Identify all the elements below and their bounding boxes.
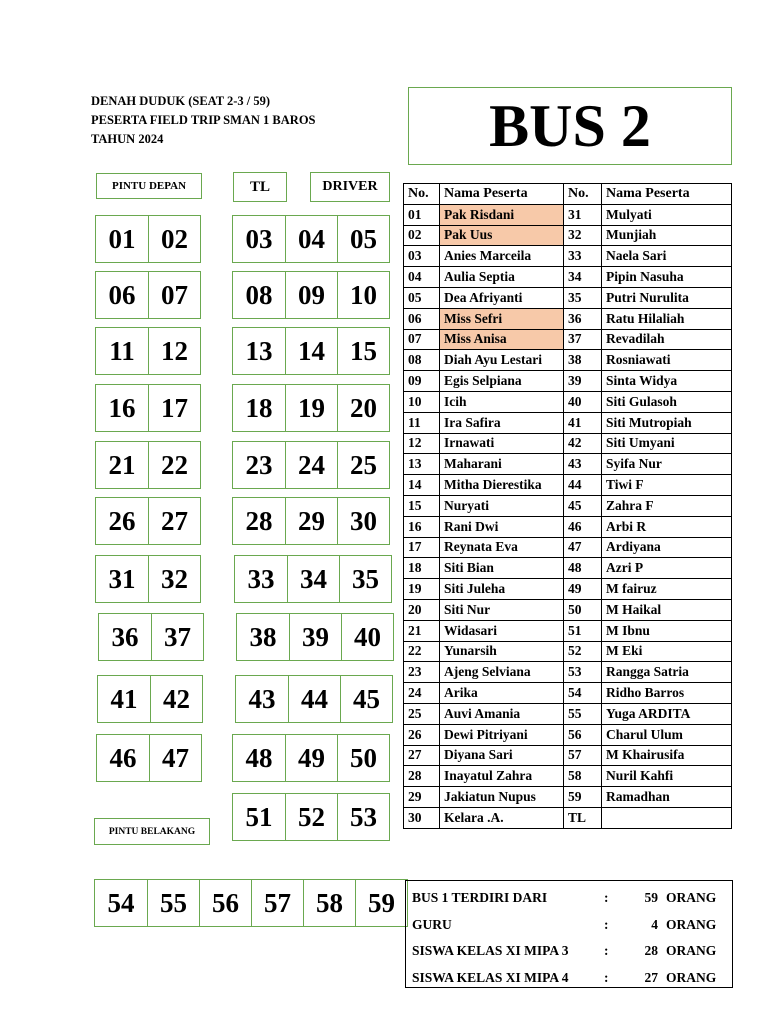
seat: 09: [285, 272, 337, 318]
row-name: Miss Sefri: [440, 308, 564, 329]
row-no: 23: [404, 662, 440, 683]
header-no: No.: [404, 184, 440, 205]
seat: 13: [245, 335, 273, 366]
summary-row: [412, 965, 726, 992]
row-no: 05: [404, 287, 440, 308]
seat: 02: [148, 216, 200, 262]
row-name-2: Yuga ARDITA: [602, 703, 732, 724]
seat: 50: [337, 735, 389, 781]
summary-unit: ORANG: [666, 943, 717, 959]
seat-row-right: [236, 613, 394, 661]
row-name-2: Siti Mutropiah: [602, 412, 732, 433]
table-row: [404, 391, 732, 412]
row-name: Siti Juleha: [440, 579, 564, 600]
row-name-2: Zahra F: [602, 495, 732, 516]
row-name: Pak Risdani: [440, 204, 564, 225]
seat-row-right: [232, 793, 390, 841]
summary-value: 59: [644, 890, 658, 906]
heading-line-2: PESERTA FIELD TRIP SMAN 1 BAROS: [91, 113, 316, 127]
seat: 52: [285, 794, 337, 840]
seat: 39: [289, 614, 341, 660]
row-name: Reynata Eva: [440, 537, 564, 558]
row-no: 13: [404, 454, 440, 475]
table-row: [404, 558, 732, 579]
seat: 48: [245, 742, 273, 773]
seat: 56: [199, 880, 251, 926]
seat: 06: [108, 279, 136, 310]
heading-line-1: DENAH DUDUK (SEAT 2-3 / 59): [91, 94, 271, 108]
seat: 46: [109, 742, 137, 773]
row-name: Auvi Amania: [440, 703, 564, 724]
row-no-2: 55: [564, 703, 602, 724]
row-name-2: Ridho Barros: [602, 683, 732, 704]
summary-unit: ORANG: [666, 916, 717, 932]
row-no: 01: [404, 204, 440, 225]
seat: 34: [287, 556, 339, 602]
seat: 18: [245, 392, 273, 423]
seat: 21: [108, 449, 136, 480]
seat: 41: [110, 683, 138, 714]
row-name-2: Ramadhan: [602, 787, 732, 808]
row-name: Yunarsih: [440, 641, 564, 662]
row-no-2: 38: [564, 350, 602, 371]
row-name-2: [602, 807, 732, 828]
row-no-2: 49: [564, 579, 602, 600]
seat: 51: [245, 801, 273, 832]
seat: 25: [337, 442, 389, 488]
seat-row-right: [232, 734, 390, 782]
row-no-2: 54: [564, 683, 602, 704]
row-no-2: 36: [564, 308, 602, 329]
seat: 32: [148, 556, 200, 602]
summary-box: [405, 880, 733, 988]
row-name: Siti Bian: [440, 558, 564, 579]
seat: 05: [337, 216, 389, 262]
row-name: Jakiatun Nupus: [440, 787, 564, 808]
row-name-2: Charul Ulum: [602, 724, 732, 745]
row-name-2: Naela Sari: [602, 246, 732, 267]
table-row: [404, 787, 732, 808]
row-no: 27: [404, 745, 440, 766]
heading-line-3: TAHUN 2024: [91, 132, 164, 146]
row-no: 14: [404, 475, 440, 496]
row-name-2: Munjiah: [602, 225, 732, 246]
seat: 58: [303, 880, 355, 926]
row-name-2: Rosniawati: [602, 350, 732, 371]
row-no-2: 34: [564, 267, 602, 288]
table-row: [404, 308, 732, 329]
summary-colon: :: [604, 890, 609, 906]
table-row: [404, 475, 732, 496]
table-row: [404, 745, 732, 766]
row-no: 02: [404, 225, 440, 246]
row-name-2: Siti Umyani: [602, 433, 732, 454]
row-no-2: 32: [564, 225, 602, 246]
seat: 11: [109, 335, 135, 366]
seat-row-left: [95, 271, 201, 319]
row-no: 30: [404, 807, 440, 828]
seat-row-left: [95, 384, 201, 432]
row-name-2: Mulyati: [602, 204, 732, 225]
table-row: [404, 495, 732, 516]
row-name-2: Revadilah: [602, 329, 732, 350]
row-no: 03: [404, 246, 440, 267]
seat-row-right: [232, 327, 390, 375]
summary-label: GURU: [412, 916, 452, 932]
row-no-2: 52: [564, 641, 602, 662]
row-name: Pak Uus: [440, 225, 564, 246]
table-row: [404, 225, 732, 246]
seat: 29: [285, 498, 337, 544]
seat: 16: [108, 392, 136, 423]
seat: 43: [248, 683, 276, 714]
table-row: [404, 350, 732, 371]
seat: 42: [150, 676, 202, 722]
summary-colon: :: [604, 943, 609, 959]
seat: 37: [151, 614, 203, 660]
table-row: [404, 537, 732, 558]
back-seat-row: [94, 879, 408, 927]
row-no-2: 43: [564, 454, 602, 475]
seat-row-left: [95, 327, 201, 375]
row-name: Kelara .A.: [440, 807, 564, 828]
seat: 07: [148, 272, 200, 318]
seat-row-right: [232, 215, 390, 263]
row-no: 07: [404, 329, 440, 350]
seat: 40: [341, 614, 393, 660]
seat: 03: [245, 223, 273, 254]
seat: 30: [337, 498, 389, 544]
row-name: Diah Ayu Lestari: [440, 350, 564, 371]
seat: 57: [251, 880, 303, 926]
row-name-2: Azri P: [602, 558, 732, 579]
row-no: 11: [404, 412, 440, 433]
seat: 19: [285, 385, 337, 431]
seat: 08: [245, 279, 273, 310]
seat: 20: [337, 385, 389, 431]
seat-row-left: [95, 215, 201, 263]
seat: 26: [108, 505, 136, 536]
row-no-2: 59: [564, 787, 602, 808]
summary-row: [412, 938, 726, 965]
row-no: 28: [404, 766, 440, 787]
seat: 54: [107, 887, 135, 918]
row-name-2: M Haikal: [602, 599, 732, 620]
seat-row-left: [95, 441, 201, 489]
table-row: [404, 724, 732, 745]
summary-label: SISWA KELAS XI MIPA 3: [412, 943, 569, 959]
row-no: 22: [404, 641, 440, 662]
table-row: [404, 807, 732, 828]
row-name: Icih: [440, 391, 564, 412]
row-name: Aulia Septia: [440, 267, 564, 288]
row-no: 06: [404, 308, 440, 329]
seat: 27: [148, 498, 200, 544]
seat-row-right: [232, 271, 390, 319]
row-no-2: 57: [564, 745, 602, 766]
seat: 35: [339, 556, 391, 602]
row-name-2: Rangga Satria: [602, 662, 732, 683]
seat: 38: [249, 621, 277, 652]
table-row: [404, 766, 732, 787]
row-no: 15: [404, 495, 440, 516]
table-row: [404, 579, 732, 600]
page-heading: [91, 92, 316, 149]
row-name: Miss Anisa: [440, 329, 564, 350]
seat: 04: [285, 216, 337, 262]
summary-value: 4: [651, 916, 658, 932]
seat: 45: [340, 676, 392, 722]
tl-label: TL: [233, 172, 287, 202]
seat-row-right: [235, 675, 393, 723]
row-name-2: Arbi R: [602, 516, 732, 537]
seat-row-left: [95, 555, 201, 603]
row-name-2: Syifa Nur: [602, 454, 732, 475]
seat: 28: [245, 505, 273, 536]
seat-row-right: [232, 384, 390, 432]
row-no-2: 42: [564, 433, 602, 454]
row-name: Egis Selpiana: [440, 371, 564, 392]
summary-row: [412, 885, 726, 912]
row-name: Arika: [440, 683, 564, 704]
seat: 15: [337, 328, 389, 374]
seat-row-right: [234, 555, 392, 603]
row-no-2: 33: [564, 246, 602, 267]
row-no: 26: [404, 724, 440, 745]
summary-unit: ORANG: [666, 969, 717, 985]
seat: 55: [147, 880, 199, 926]
row-name-2: Tiwi F: [602, 475, 732, 496]
row-name: Ira Safira: [440, 412, 564, 433]
table-row: [404, 204, 732, 225]
row-name: Diyana Sari: [440, 745, 564, 766]
seat: 17: [148, 385, 200, 431]
row-name-2: Putri Nurulita: [602, 287, 732, 308]
seat-row-right: [232, 497, 390, 545]
table-row: [404, 287, 732, 308]
row-no-2: 37: [564, 329, 602, 350]
table-row: [404, 599, 732, 620]
row-no: 18: [404, 558, 440, 579]
row-name-2: M fairuz: [602, 579, 732, 600]
summary-value: 27: [644, 969, 658, 985]
row-no-2: 39: [564, 371, 602, 392]
row-no: 17: [404, 537, 440, 558]
row-name: Widasari: [440, 620, 564, 641]
row-name: Maharani: [440, 454, 564, 475]
seat: 59: [355, 880, 407, 926]
summary-unit: ORANG: [666, 890, 717, 906]
seat-row-left: [98, 613, 204, 661]
row-name: Inayatul Zahra: [440, 766, 564, 787]
seat: 24: [285, 442, 337, 488]
header-name-2: Nama Peserta: [602, 184, 732, 205]
table-row: [404, 246, 732, 267]
seat: 12: [148, 328, 200, 374]
seat: 33: [247, 563, 275, 594]
bus-title: BUS 2: [408, 87, 732, 165]
row-name: Irnawati: [440, 433, 564, 454]
table-header-row: [404, 184, 732, 205]
seat: 47: [149, 735, 201, 781]
seat: 14: [285, 328, 337, 374]
row-name: Ajeng Selviana: [440, 662, 564, 683]
row-name: Rani Dwi: [440, 516, 564, 537]
table-row: [404, 662, 732, 683]
seat: 23: [245, 449, 273, 480]
row-no-2: 47: [564, 537, 602, 558]
front-door-label: PINTU DEPAN: [96, 173, 202, 199]
seat: 53: [337, 794, 389, 840]
table-row: [404, 454, 732, 475]
row-name-2: Sinta Widya: [602, 371, 732, 392]
seat-row-left: [95, 497, 201, 545]
row-name-2: Nuril Kahfi: [602, 766, 732, 787]
row-name: Mitha Dierestika: [440, 475, 564, 496]
row-no-2: 44: [564, 475, 602, 496]
row-no-2: 46: [564, 516, 602, 537]
table-row: [404, 433, 732, 454]
row-name-2: Ratu Hilaliah: [602, 308, 732, 329]
row-no: 24: [404, 683, 440, 704]
row-no-2: TL: [564, 807, 602, 828]
table-row: [404, 683, 732, 704]
summary-label: BUS 1 TERDIRI DARI: [412, 890, 548, 906]
row-no: 10: [404, 391, 440, 412]
row-no-2: 53: [564, 662, 602, 683]
row-name-2: M Khairusifa: [602, 745, 732, 766]
row-no-2: 56: [564, 724, 602, 745]
row-name-2: Siti Gulasoh: [602, 391, 732, 412]
row-name: Dewi Pitriyani: [440, 724, 564, 745]
table-row: [404, 641, 732, 662]
summary-value: 28: [644, 943, 658, 959]
row-no: 19: [404, 579, 440, 600]
back-door-label: PINTU BELAKANG: [94, 818, 210, 845]
seat-row-left: [96, 734, 202, 782]
row-no-2: 58: [564, 766, 602, 787]
seat: 31: [108, 563, 136, 594]
row-no-2: 50: [564, 599, 602, 620]
summary-colon: :: [604, 916, 609, 932]
table-row: [404, 267, 732, 288]
row-no-2: 51: [564, 620, 602, 641]
row-name: Anies Marceila: [440, 246, 564, 267]
row-name-2: M Ibnu: [602, 620, 732, 641]
driver-label: DRIVER: [310, 172, 390, 202]
table-row: [404, 371, 732, 392]
participant-table: [403, 183, 732, 829]
seat: 22: [148, 442, 200, 488]
header-name: Nama Peserta: [440, 184, 564, 205]
row-no: 12: [404, 433, 440, 454]
row-no: 09: [404, 371, 440, 392]
row-no: 25: [404, 703, 440, 724]
header-no-2: No.: [564, 184, 602, 205]
row-no-2: 35: [564, 287, 602, 308]
table-row: [404, 329, 732, 350]
row-no: 21: [404, 620, 440, 641]
row-no-2: 40: [564, 391, 602, 412]
row-no: 29: [404, 787, 440, 808]
table-row: [404, 516, 732, 537]
seat: 10: [337, 272, 389, 318]
table-row: [404, 703, 732, 724]
summary-row: [412, 912, 726, 939]
row-name: Siti Nur: [440, 599, 564, 620]
seat-row-right: [232, 441, 390, 489]
row-no: 20: [404, 599, 440, 620]
row-no: 08: [404, 350, 440, 371]
row-name-2: M Eki: [602, 641, 732, 662]
seat: 44: [288, 676, 340, 722]
seat-row-left: [97, 675, 203, 723]
row-name-2: Pipin Nasuha: [602, 267, 732, 288]
summary-colon: :: [604, 969, 609, 985]
table-row: [404, 620, 732, 641]
seat: 36: [111, 621, 139, 652]
summary-label: SISWA KELAS XI MIPA 4: [412, 969, 569, 985]
row-no-2: 41: [564, 412, 602, 433]
row-no: 04: [404, 267, 440, 288]
row-name: Nuryati: [440, 495, 564, 516]
table-row: [404, 412, 732, 433]
row-name-2: Ardiyana: [602, 537, 732, 558]
row-no-2: 45: [564, 495, 602, 516]
seat: 49: [285, 735, 337, 781]
row-no: 16: [404, 516, 440, 537]
row-no-2: 31: [564, 204, 602, 225]
row-name: Dea Afriyanti: [440, 287, 564, 308]
seat: 01: [108, 223, 136, 254]
row-no-2: 48: [564, 558, 602, 579]
